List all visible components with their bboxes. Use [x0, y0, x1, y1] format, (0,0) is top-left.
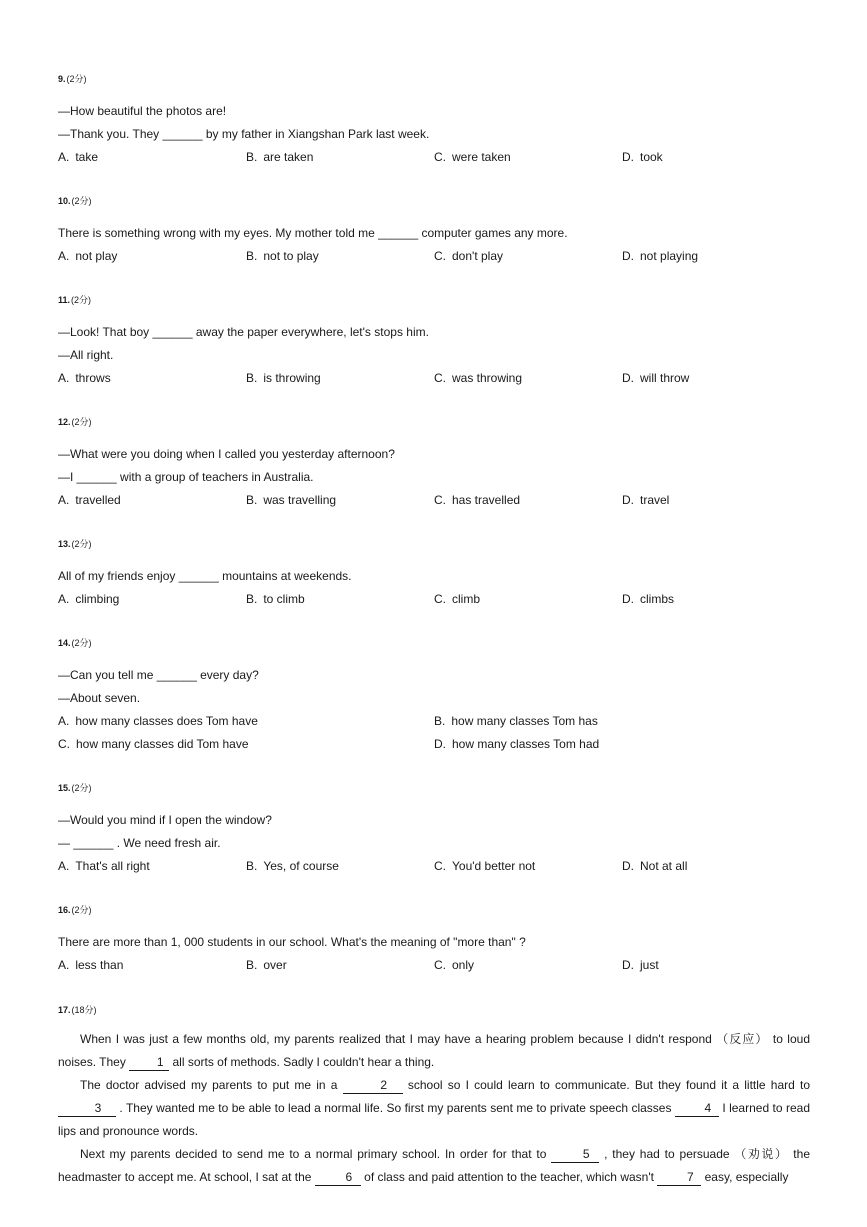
question-stem-line: —What were you doing when I called you yesterday afternoon? [58, 447, 395, 461]
option-b[interactable]: B. are taken [246, 150, 314, 164]
question-stem-line: —I ______ with a group of teachers in Australia. [58, 470, 314, 484]
option-c[interactable]: C. was throwing [434, 371, 523, 385]
question-stem-line: There are more than 1, 000 students in our school. What's the meaning of "more than" ? [58, 935, 526, 949]
question-number: 16.(2分) [58, 905, 92, 915]
question-14 [58, 636, 818, 756]
option-d[interactable]: D. will throw [622, 371, 690, 385]
cloze-blank-1[interactable]: 1 [129, 1055, 169, 1071]
options-row [58, 855, 818, 878]
question-15 [58, 781, 818, 878]
option-b[interactable]: B. how many classes Tom has [434, 714, 598, 728]
question-9 [58, 72, 818, 169]
question-11 [58, 293, 818, 390]
options-row [58, 489, 818, 512]
passage-paragraph: Next my parents decided to send me to a normal primary school. In order for that to 5 , they had to persuade （劝说） the headmaster to accept me. At school, I sat at the 6 of class and paid attention to the teacher, which wasn't 7 easy, especially [58, 1147, 810, 1184]
question-number: 17.(18分) [58, 1005, 97, 1015]
question-number: 11.(2分) [58, 295, 92, 305]
option-a[interactable]: A. not play [58, 249, 118, 263]
question-number: 9.(2分) [58, 74, 87, 84]
option-a[interactable]: A. travelled [58, 493, 121, 507]
cloze-blank-5[interactable]: 5 [551, 1147, 599, 1163]
question-stem-line: —All right. [58, 348, 114, 362]
option-b[interactable]: B. is throwing [246, 371, 321, 385]
passage-paragraph: The doctor advised my parents to put me in a 2 school so I could learn to communicate. But they found it a little hard to 3 . They wanted me to be able to lead a normal life. So first my parents sent me to private speech classes 4 I learned to read lips and pronounce words. [58, 1078, 810, 1138]
option-c[interactable]: C. were taken [434, 150, 511, 164]
question-number: 10.(2分) [58, 196, 92, 206]
question-10 [58, 194, 818, 268]
options-row [58, 954, 818, 977]
option-b[interactable]: B. not to play [246, 249, 319, 263]
question-number: 12.(2分) [58, 417, 92, 427]
options-row [58, 588, 818, 611]
cloze-blank-2[interactable]: 2 [343, 1078, 403, 1094]
option-d[interactable]: D. climbs [622, 592, 675, 606]
option-c[interactable]: C. climb [434, 592, 481, 606]
option-b[interactable]: B. to climb [246, 592, 305, 606]
options-row [58, 710, 818, 733]
options-row [58, 245, 818, 268]
option-d[interactable]: D. how many classes Tom had [434, 737, 600, 751]
option-b[interactable]: B. Yes, of course [246, 859, 339, 873]
question-stem-line: —About seven. [58, 691, 141, 705]
question-stem-line: All of my friends enjoy ______ mountains at weekends. [58, 569, 352, 583]
question-12 [58, 415, 818, 512]
question-stem-line: —Can you tell me ______ every day? [58, 668, 259, 682]
question-stem-line: —Thank you. They ______ by my father in Xiangshan Park last week. [58, 127, 430, 141]
options-row [58, 367, 818, 390]
option-c[interactable]: C. how many classes did Tom have [58, 737, 249, 751]
question-stem-line: —How beautiful the photos are! [58, 104, 227, 118]
option-c[interactable]: C. You'd better not [434, 859, 536, 873]
option-b[interactable]: B. was travelling [246, 493, 337, 507]
passage-paragraph: When I was just a few months old, my parents realized that I may have a hearing problem because I didn't respond （反应） to loud noises. They 1 all sorts of methods. Sadly I couldn't hear a thing. [58, 1032, 810, 1069]
cloze-blank-7[interactable]: 7 [657, 1170, 701, 1186]
option-a[interactable]: A. climbing [58, 592, 120, 606]
option-d[interactable]: D. travel [622, 493, 670, 507]
question-stem-line: There is something wrong with my eyes. My mother told me ______ computer games any more. [58, 226, 568, 240]
option-a[interactable]: A. take [58, 150, 99, 164]
option-d[interactable]: D. took [622, 150, 663, 164]
options-row [58, 733, 818, 756]
option-d[interactable]: D. Not at all [622, 859, 688, 873]
option-a[interactable]: A. how many classes does Tom have [58, 714, 258, 728]
option-d[interactable]: D. just [622, 958, 659, 972]
question-stem-line: —Look! That boy ______ away the paper everywhere, let's stops him. [58, 325, 429, 339]
option-d[interactable]: D. not playing [622, 249, 699, 263]
question-number: 13.(2分) [58, 539, 92, 549]
question-13 [58, 537, 818, 611]
cloze-blank-4[interactable]: 4 [675, 1101, 719, 1117]
cloze-blank-6[interactable]: 6 [315, 1170, 361, 1186]
option-b[interactable]: B. over [246, 958, 287, 972]
option-c[interactable]: C. don't play [434, 249, 503, 263]
cloze-blank-3[interactable]: 3 [58, 1101, 116, 1117]
question-number: 14.(2分) [58, 638, 92, 648]
option-a[interactable]: A. That's all right [58, 859, 150, 873]
option-c[interactable]: C. has travelled [434, 493, 521, 507]
option-c[interactable]: C. only [434, 958, 475, 972]
option-a[interactable]: A. throws [58, 371, 111, 385]
question-stem-line: — ______ . We need fresh air. [58, 836, 221, 850]
question-stem-line: —Would you mind if I open the window? [58, 813, 272, 827]
question-17-cloze [58, 1003, 818, 1189]
question-16 [58, 903, 818, 977]
options-row [58, 146, 818, 169]
question-number: 15.(2分) [58, 783, 92, 793]
option-a[interactable]: A. less than [58, 958, 124, 972]
